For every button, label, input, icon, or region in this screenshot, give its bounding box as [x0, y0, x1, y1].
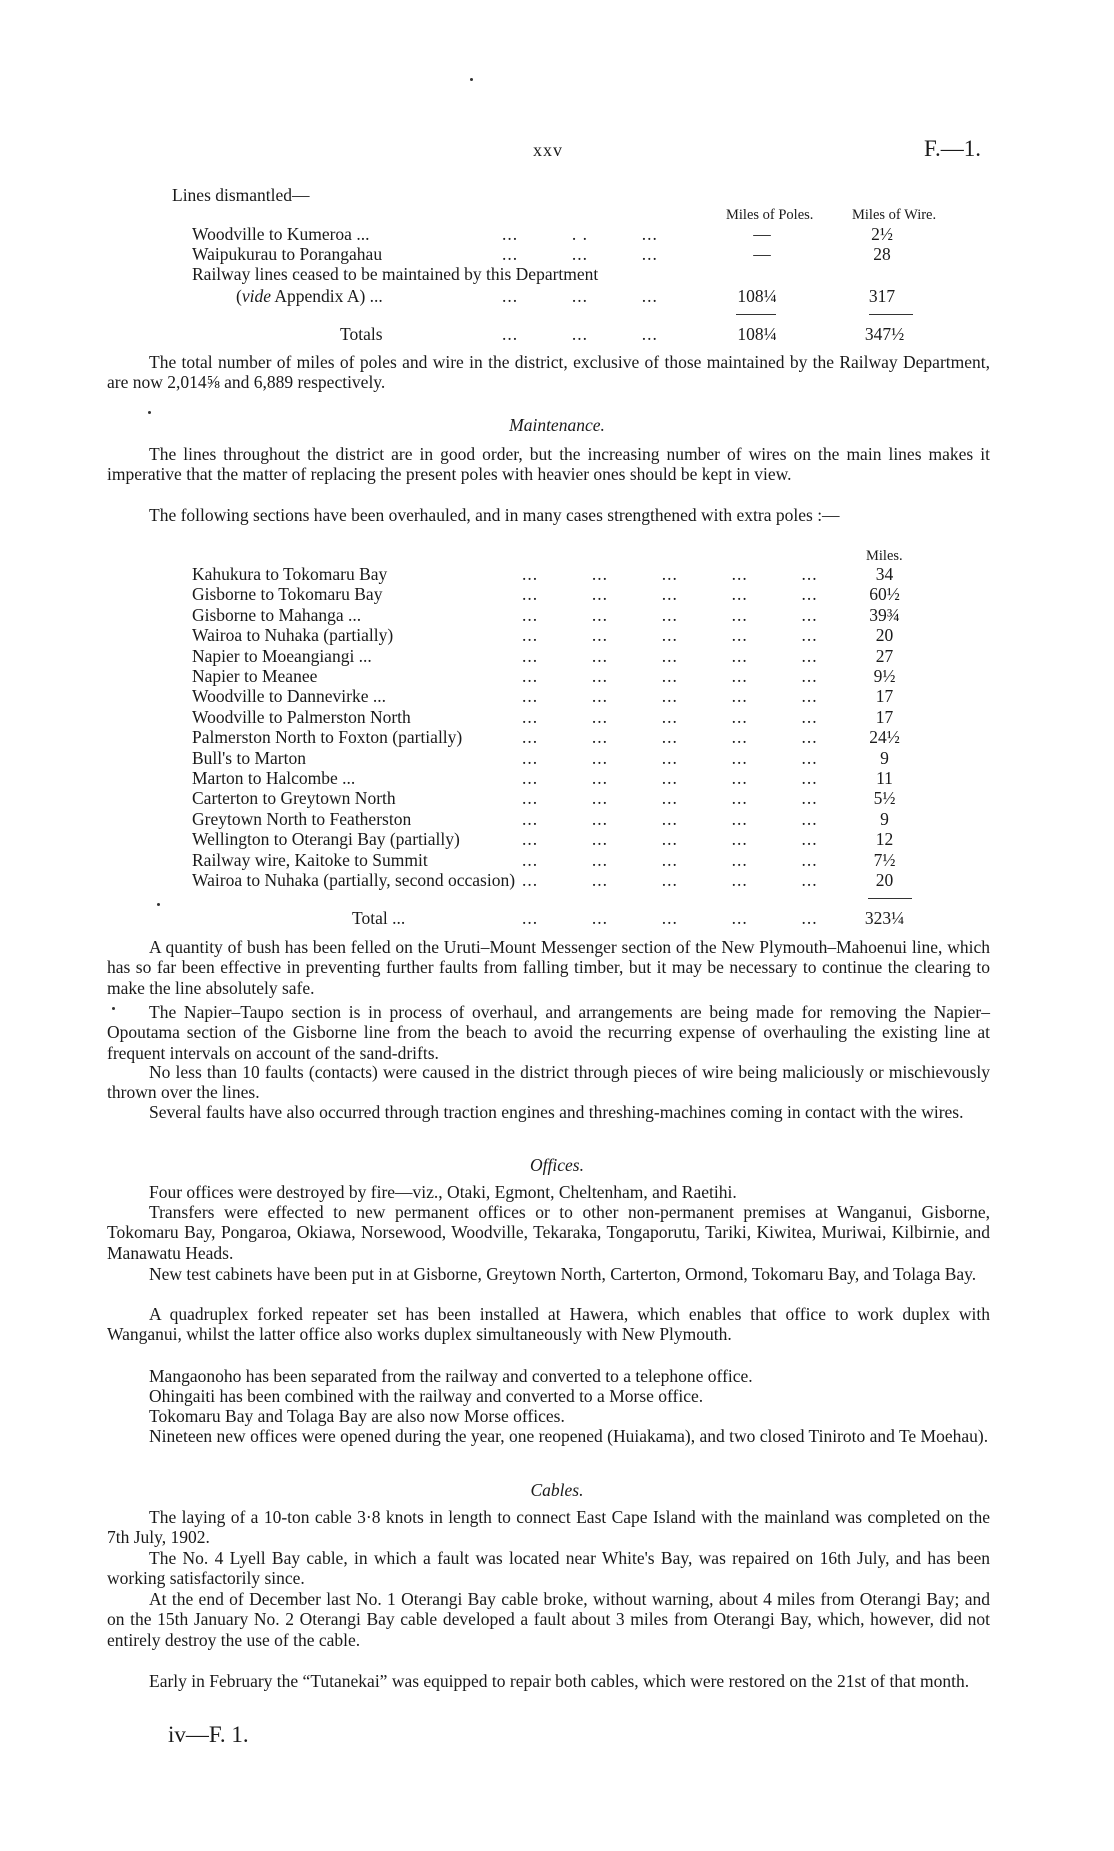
- section-label: Woodville to Dannevirke ...: [192, 686, 390, 706]
- section-label: Napier to Moeangiangi ...: [192, 646, 376, 666]
- vide-word: vide: [241, 286, 271, 306]
- section-row: [192, 829, 992, 849]
- row-label: Waipukurau to Porangahau: [192, 244, 383, 264]
- cables-paragraph: The No. 4 Lyell Bay cable, in which a fault was located near White's Bay, was repaired on 16th July, and has been working satisfactorily since.: [107, 1548, 990, 1589]
- section-miles: 34: [875, 564, 894, 584]
- total-miles: 323¼: [864, 908, 905, 928]
- offices-paragraph: Ohingaiti has been combined with the railway and converted to a Morse office.: [149, 1386, 704, 1406]
- sections-total-row: [192, 908, 992, 928]
- section-row: [192, 707, 992, 727]
- section-miles: 7½: [873, 849, 896, 870]
- leader-dots: ... ... ... ... ...: [522, 908, 818, 928]
- offices-paragraph: Transfers were effected to new permanent offices or to other non-permanent premises at Wanganui, Gisborne, Tokomaru Bay, Pongaroa, Okiawa, Norsewood, Woodville, Tekaraka, Tongaporutu, Tariki, Kiwitea, Muriwai, Kilbirnie, and Manawatu Heads.: [107, 1202, 990, 1263]
- section-label: Bull's to Marton: [192, 748, 310, 768]
- sections-total-rule: [868, 898, 912, 899]
- section-miles: 9½: [873, 666, 896, 686]
- section-miles: 24½: [869, 727, 900, 748]
- section-row: [192, 564, 992, 584]
- section-miles: 9: [880, 808, 889, 829]
- section-label: Marton to Halcombe ...: [192, 768, 359, 788]
- railway-row-line2: (vide Appendix A) ... ... ... ... 108¼ 317: [192, 286, 992, 306]
- section-miles: 20: [875, 625, 894, 646]
- offices-paragraph: Four offices were destroyed by fire—viz., Otaki, Egmont, Cheltenham, and Raetihi.: [149, 1182, 737, 1202]
- section-row: [192, 748, 992, 768]
- cables-paragraph: At the end of December last No. 1 Oterangi Bay cable broke, without warning, about 4 miles from Oterangi Bay; and on the 15th January No. 2 Oterangi Bay cable developed a fault about 3 miles from Oterangi Bay, which, however, did not entirely destroy the use of the cable.: [107, 1589, 990, 1650]
- leader-dots: ... ... ... ... ...: [522, 849, 818, 870]
- section-row: [192, 768, 992, 788]
- section-row: [192, 809, 992, 829]
- offices-paragraph: New test cabinets have been put in at Gisborne, Greytown North, Carterton, Ormond, Tokomaru Bay, and Tolaga Bay.: [149, 1264, 977, 1284]
- leader-dots: ... ... ... ... ...: [522, 666, 818, 686]
- section-miles: 9: [880, 747, 889, 768]
- page-number: xxv: [533, 140, 563, 160]
- leader-dots: ... . . ...: [502, 224, 658, 244]
- leader-dots: ... ... ...: [502, 244, 658, 264]
- leader-dots: ... ... ... ... ...: [522, 747, 818, 768]
- leader-dots: ... ... ... ... ...: [522, 706, 818, 727]
- speck: [148, 411, 151, 414]
- miles-poles: —: [753, 224, 771, 244]
- leader-dots: ... ... ... ... ...: [522, 727, 818, 748]
- section-miles: 17: [875, 686, 894, 707]
- leader-dots: ... ... ...: [502, 286, 658, 306]
- signature-mark: iv—F. 1.: [168, 1722, 249, 1747]
- section-miles: 39¾: [869, 604, 900, 625]
- subtotal-rule-wire: [869, 314, 913, 315]
- totals-label: Totals: [340, 324, 383, 344]
- leader-dots: ... ... ... ... ...: [522, 584, 818, 605]
- leader-dots: ... ... ... ... ...: [522, 768, 818, 788]
- speck: [157, 903, 160, 906]
- miles-wire: 28: [873, 244, 891, 264]
- leader-dots: ... ... ... ... ...: [522, 870, 818, 890]
- section-label: Wairoa to Nuhaka (partially, second occasion): [192, 870, 519, 890]
- offices-paragraph: Mangaonoho has been separated from the railway and converted to a telephone office.: [149, 1366, 753, 1386]
- section-label: Palmerston North to Foxton (partially): [192, 727, 466, 747]
- dismantled-title: Lines dismantled—: [172, 185, 310, 205]
- maintenance-paragraph: The following sections have been overhauled, and in many cases strengthened with extra poles :—: [149, 505, 840, 525]
- leader-dots: ... ... ... ... ...: [522, 625, 818, 646]
- cables-paragraph: Early in February the “Tutanekai” was equipped to repair both cables, which were restored on the 21st of that month.: [149, 1671, 970, 1691]
- section-label: Wairoa to Nuhaka (partially): [192, 625, 397, 645]
- col-header-wire: Miles of Wire.: [852, 207, 937, 223]
- leader-dots: ... ... ... ... ...: [522, 604, 818, 625]
- row-label: Woodville to Kumeroa ...: [192, 224, 370, 244]
- total-miles-poles: 108¼: [737, 324, 777, 344]
- section-miles: 5½: [873, 788, 896, 809]
- section-row: [192, 850, 992, 870]
- miles-wire: 317: [868, 286, 896, 306]
- leader-dots: ... ... ... ... ...: [522, 808, 818, 829]
- section-row: [192, 666, 992, 686]
- maintenance-heading: Maintenance.: [509, 415, 605, 435]
- section-label: Carterton to Greytown North: [192, 788, 400, 808]
- leader-dots: ... ... ... ... ...: [522, 788, 818, 809]
- section-row: [192, 625, 992, 645]
- totals-row: [192, 324, 992, 344]
- maintenance-paragraph: No less than 10 faults (contacts) were caused in the district through pieces of wire being maliciously or mischievously thrown over the lines.: [107, 1062, 990, 1103]
- leader-dots: ... ... ... ... ...: [522, 686, 818, 707]
- section-row: [192, 646, 992, 666]
- offices-heading: Offices.: [530, 1155, 584, 1175]
- section-row: [192, 605, 992, 625]
- document-reference: F.—1.: [924, 136, 981, 161]
- section-label: Woodville to Palmerston North: [192, 707, 415, 727]
- speck: [470, 78, 473, 81]
- section-miles: 20: [875, 870, 894, 890]
- col-header-poles: Miles of Poles.: [726, 207, 814, 223]
- section-label: Kahukura to Tokomaru Bay: [192, 564, 391, 584]
- section-row: [192, 870, 992, 890]
- section-row: [192, 584, 992, 604]
- leader-dots: ... ... ... ... ...: [522, 564, 818, 584]
- section-row: [192, 686, 992, 706]
- cables-heading: Cables.: [530, 1480, 584, 1500]
- section-miles: 60½: [869, 584, 900, 605]
- leader-dots: ... ... ... ... ...: [522, 829, 818, 850]
- offices-paragraph: Tokomaru Bay and Tolaga Bay are also now Morse offices.: [149, 1406, 565, 1426]
- section-miles: 27: [875, 645, 894, 666]
- railway-label: Appendix A) ...: [270, 286, 383, 306]
- miles-wire: 2½: [871, 224, 893, 244]
- section-miles: 17: [875, 706, 894, 727]
- leader-dots: ... ... ... ... ...: [522, 645, 818, 666]
- offices-paragraph: A quadruplex forked repeater set has been installed at Hawera, which enables that office to work duplex with Wanganui, whilst the latter office also works duplex simultaneously with New Plymouth.: [107, 1304, 990, 1345]
- dismantled-row: [192, 224, 992, 244]
- total-label: Total ...: [352, 908, 406, 928]
- maintenance-paragraph: The Napier–Taupo section is in process of overhaul, and arrangements are being made for removing the Napier–Opoutama section of the Gisborne line from the beach to avoid the recurring expense of overhauling the existing line at frequent intervals on account of the sand-drifts.: [107, 1002, 990, 1063]
- miles-column-header: Miles.: [866, 548, 903, 564]
- section-label: Wellington to Oterangi Bay (partially): [192, 829, 464, 849]
- offices-paragraph: Nineteen new offices were opened during the year, one reopened (Huiakama), and two closed Tiniroto and Te Moehau).: [149, 1426, 989, 1446]
- section-row: [192, 727, 992, 747]
- cables-paragraph: The laying of a 10-ton cable 3·8 knots in length to connect East Cape Island with the mainland was completed on the 7th July, 1902.: [107, 1507, 990, 1548]
- subtotal-rule-poles: [736, 314, 776, 315]
- section-label: Napier to Meanee: [192, 666, 321, 686]
- section-label: Gisborne to Mahanga ...: [192, 605, 365, 625]
- section-row: [192, 788, 992, 808]
- section-miles: 12: [875, 829, 894, 850]
- section-label: Greytown North to Featherston: [192, 809, 415, 829]
- maintenance-paragraph: A quantity of bush has been felled on the Uruti–Mount Messenger section of the New Plymouth–Mahoenui line, which has so far been effective in preventing further faults from falling timber, but it may be necessary to continue the clearing to make the line absolutely safe.: [107, 937, 990, 998]
- maintenance-paragraph: The lines throughout the district are in good order, but the increasing number of wires on the main lines makes it imperative that the matter of replacing the present poles with heavier ones should be kept in view.: [107, 444, 990, 485]
- section-label: Railway wire, Kaitoke to Summit: [192, 850, 432, 870]
- summary-paragraph: The total number of miles of poles and wire in the district, exclusive of those maintained by the Railway Department, are now 2,014⅝ and 6,889 respectively.: [107, 352, 990, 393]
- dismantled-row: [192, 244, 992, 264]
- section-label: Gisborne to Tokomaru Bay: [192, 584, 386, 604]
- railway-row-line1: Railway lines ceased to be maintained by this Department: [192, 264, 599, 284]
- miles-poles: —: [753, 244, 771, 264]
- leader-dots: ... ... ...: [502, 324, 658, 344]
- section-miles: 11: [876, 768, 893, 788]
- miles-poles: 108¼: [737, 286, 777, 306]
- total-miles-wire: 347½: [864, 324, 905, 344]
- maintenance-paragraph: Several faults have also occurred through traction engines and threshing-machines coming in contact with the wires.: [149, 1102, 964, 1122]
